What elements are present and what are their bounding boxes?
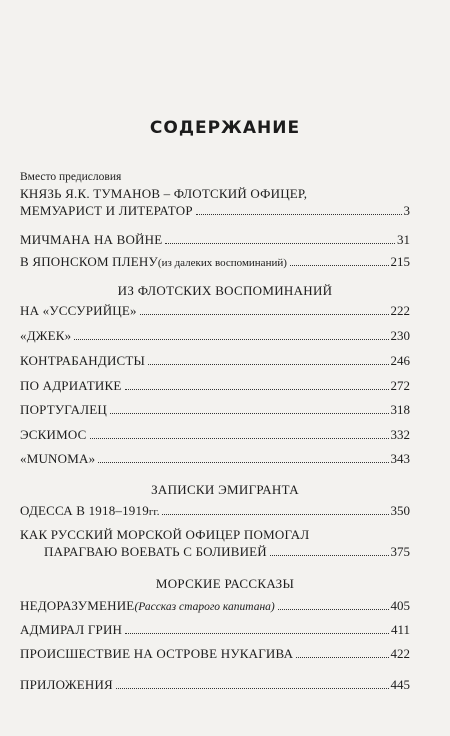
- dot-leader: [196, 214, 402, 215]
- entry-title: ПОРТУГАЛЕЦ: [20, 402, 107, 417]
- dot-leader: [110, 413, 389, 414]
- toc-entry: [20, 401, 410, 418]
- dot-leader: [98, 462, 388, 463]
- entry-page-number: 411: [390, 622, 410, 637]
- toc-entry: [20, 352, 410, 369]
- entry-title-line2: ПАРАГВАЮ ВОЕВАТЬ С БОЛИВИЕЙ: [44, 544, 267, 559]
- entry-title: ОДЕССА В 1918–1919: [20, 503, 149, 518]
- toc-entry-appendix: [20, 676, 410, 693]
- entry-title: МИЧМАНА НА ВОЙНЕ: [20, 232, 163, 247]
- entry-title: В ЯПОНСКОМ ПЛЕНУ: [20, 254, 158, 269]
- entry-title: ЭСКИМОС: [20, 427, 87, 442]
- entry-page-number: 215: [390, 254, 410, 269]
- dot-leader: [148, 364, 388, 365]
- dot-leader: [278, 609, 389, 610]
- entry-title-line1: КНЯЗЬ Я.К. ТУМАНОВ – ФЛОТСКИЙ ОФИЦЕР,: [20, 186, 308, 201]
- entry-title: «ДЖЕК»: [20, 328, 72, 343]
- dot-leader: [140, 314, 389, 315]
- entry-pre-label: Вместо предисловия: [20, 171, 122, 183]
- toc-entry: [20, 502, 410, 521]
- dot-leader: [290, 265, 389, 266]
- entry-title: ПРОИСШЕСТВИЕ НА ОСТРОВЕ НУКАГИВА: [20, 646, 294, 661]
- toc-entry: [20, 526, 410, 560]
- entry-title: ПО АДРИАТИКЕ: [20, 378, 122, 393]
- toc-entry-intro: [20, 170, 410, 219]
- toc-entry: [20, 645, 410, 662]
- entry-title: АДМИРАЛ ГРИН: [20, 622, 123, 637]
- toc-entry: [20, 302, 410, 319]
- toc-entry: [20, 231, 410, 248]
- page-title: СОДЕРЖАНИЕ: [149, 118, 301, 138]
- entry-page-number: 222: [390, 303, 410, 318]
- entry-page-number: 3: [403, 203, 410, 218]
- toc-entry: [20, 377, 410, 394]
- dot-leader: [162, 514, 388, 515]
- entry-page-number: 246: [390, 353, 410, 368]
- entry-page-number: 31: [397, 232, 410, 247]
- dot-leader: [74, 339, 388, 340]
- toc-entry: [20, 253, 410, 272]
- entry-page-number: 343: [390, 451, 410, 466]
- dot-leader: [296, 657, 388, 658]
- entry-page-number: 230: [390, 328, 410, 343]
- entry-title: КОНТРАБАНДИСТЫ: [20, 353, 146, 368]
- toc-entry: [20, 450, 410, 467]
- entry-page-number: 272: [390, 378, 410, 393]
- entry-title-line2: МЕМУАРИСТ И ЛИТЕРАТОР: [20, 203, 193, 218]
- toc-entry: [20, 426, 410, 443]
- dot-leader: [270, 555, 389, 556]
- entry-title: НЕДОРАЗУМЕНИЕ: [20, 598, 135, 613]
- toc-entry: [20, 327, 410, 344]
- entry-title: ПРИЛОЖЕНИЯ: [20, 677, 113, 692]
- entry-page-number: 405: [390, 598, 410, 613]
- section-heading: ИЗ ФЛОТСКИХ ВОСПОМИНАНИЙ: [117, 283, 333, 298]
- dot-leader: [116, 688, 389, 689]
- section-heading: МОРСКИЕ РАССКАЗЫ: [155, 576, 295, 591]
- entry-title-line1: КАК РУССКИЙ МОРСКОЙ ОФИЦЕР ПОМОГАЛ: [20, 527, 310, 542]
- entry-title: «MUNOMA»: [20, 451, 96, 466]
- entry-title: НА «УССУРИЙЦЕ»: [20, 303, 137, 318]
- entry-page-number: 332: [390, 427, 410, 442]
- entry-page-number: 422: [390, 646, 410, 661]
- entry-subtitle: (Рассказ старого капитана): [134, 601, 275, 613]
- entry-page-number: 445: [390, 677, 410, 692]
- dot-leader: [90, 438, 389, 439]
- entry-subtitle: (из далеких воспоминаний): [157, 257, 287, 269]
- dot-leader: [125, 633, 389, 634]
- toc-entry: [20, 597, 410, 616]
- entry-page-number: 350: [390, 503, 410, 518]
- toc-entry: [20, 621, 410, 638]
- section-heading: ЗАПИСКИ ЭМИГРАНТА: [151, 482, 299, 497]
- entry-page-number: 375: [390, 544, 410, 559]
- entry-subtitle: гг.: [148, 506, 160, 518]
- dot-leader: [165, 243, 395, 244]
- entry-page-number: 318: [390, 402, 410, 417]
- dot-leader: [125, 389, 389, 390]
